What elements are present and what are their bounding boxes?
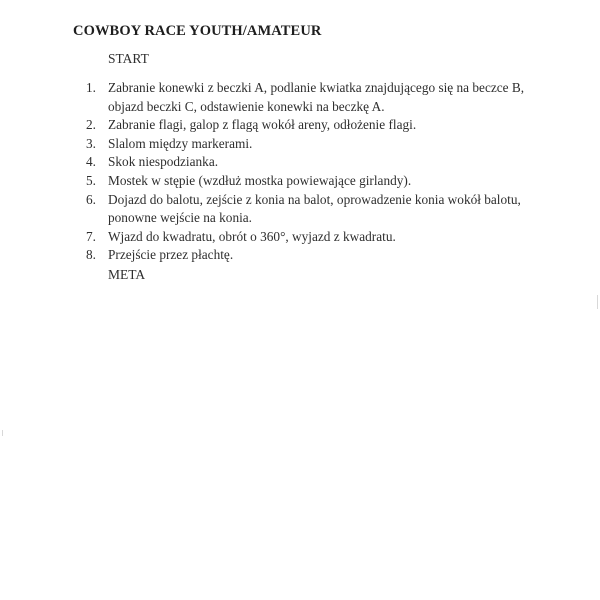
- step-number: 2.: [86, 117, 96, 133]
- step-text: Dojazd do balotu, zejście z konia na balot, oprowadzenie konia wokół balotu, ponowne wejście na konia.: [108, 191, 521, 226]
- start-label: START: [108, 51, 149, 66]
- scan-edge-mark: [2, 430, 3, 436]
- step-text: Przejście przez płachtę.: [108, 247, 234, 263]
- step-text: Wjazd do kwadratu, obrót o 360°, wyjazd z kwadratu.: [108, 228, 396, 244]
- step-text: Mostek w stępie (wzdłuż mostka powiewające girlandy).: [108, 172, 412, 188]
- list-item: [86, 191, 556, 228]
- list-item: [86, 228, 556, 247]
- list-item: [86, 246, 556, 265]
- step-number: 7.: [86, 228, 96, 244]
- step-number: 4.: [86, 154, 96, 170]
- list-item: [86, 172, 556, 191]
- step-text: Slalom między markerami.: [108, 135, 253, 151]
- step-number: 5.: [86, 172, 96, 188]
- list-item: [86, 135, 556, 154]
- step-text: Skok niespodzianka.: [108, 154, 219, 170]
- step-number: 6.: [86, 191, 96, 207]
- list-item: [86, 116, 556, 135]
- step-number: 8.: [86, 247, 96, 263]
- scan-edge-mark: [597, 295, 598, 309]
- step-number: 1.: [86, 80, 96, 95]
- list-item: [86, 153, 556, 172]
- steps-list: [86, 79, 556, 265]
- document-title: COWBOY RACE YOUTH/AMATEUR: [73, 23, 322, 39]
- step-text: Zabranie flagi, galop z flagą wokół areny, odłożenie flagi.: [108, 117, 417, 133]
- list-item: [86, 79, 556, 116]
- meta-label: META: [108, 267, 146, 282]
- step-text: Zabranie konewki z beczki A, podlanie kwiatka znajdującego się na beczce B, objazd beczki C, odstawienie konewki na beczkę A.: [108, 80, 525, 114]
- step-number: 3.: [86, 135, 96, 151]
